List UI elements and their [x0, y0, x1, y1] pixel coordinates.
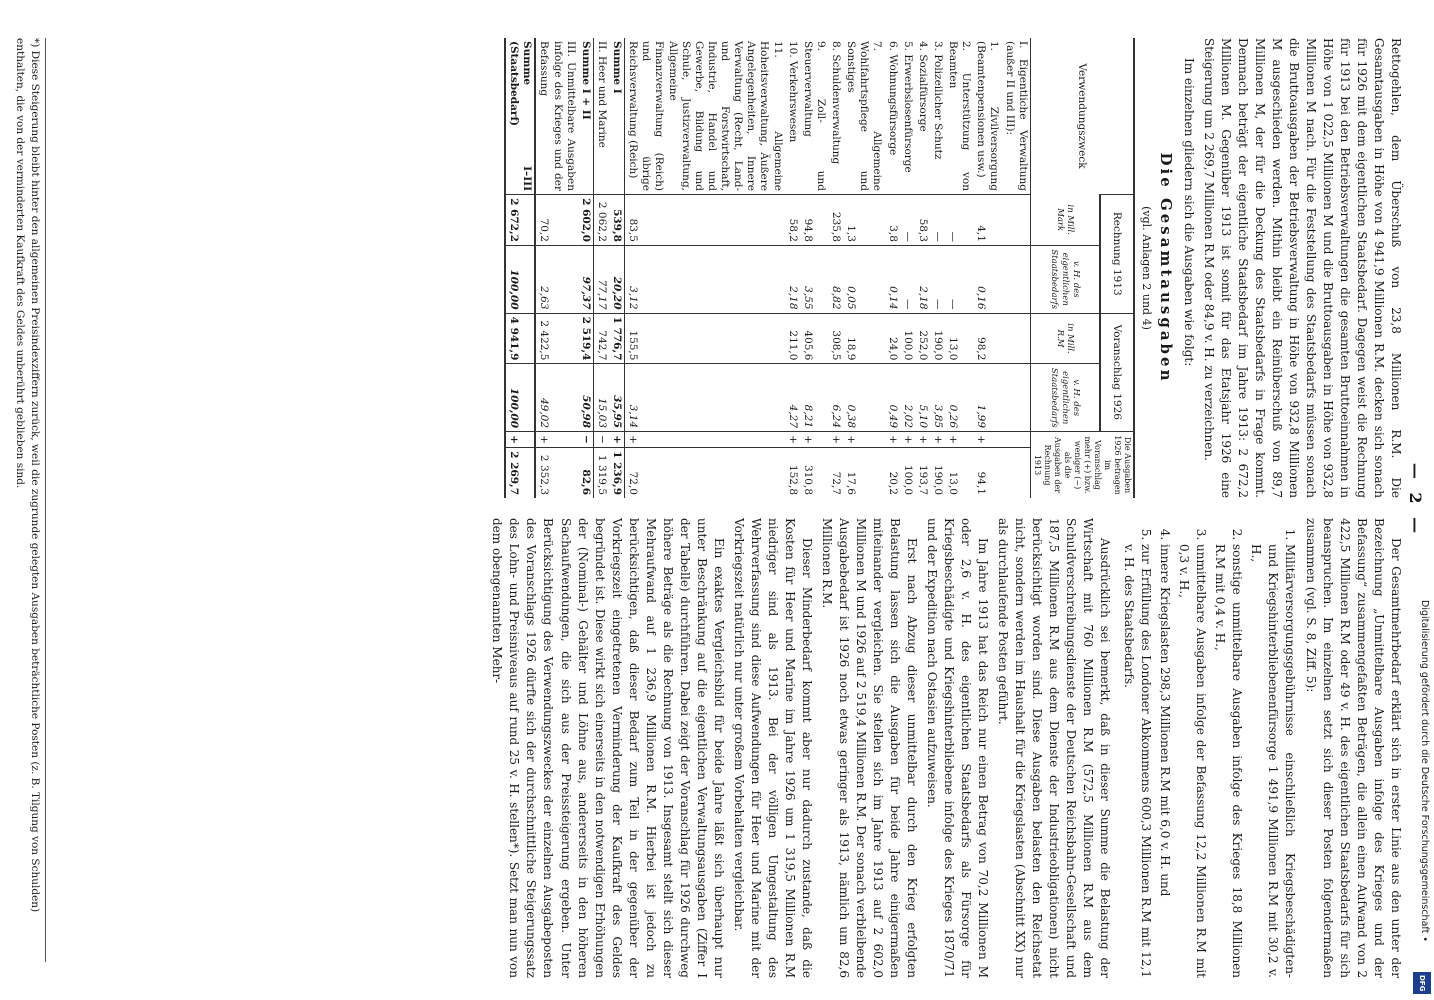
- cell-p1926: 3,85: [930, 364, 945, 432]
- cell-p1913: 100,00: [505, 245, 535, 313]
- body-paragraph: Ein exaktes Vergleichsbild für beide Jahre läßt sich überhaupt nur unter Beschränkung auf die eigentlichen Verwaltungsausgaben (Ziffer I der Tabelle) durchführen. Dabei zeigt der Voranschlag für 1926 durchweg höhere Beträge als die Rechnung von 1913. Insgesamt stellt sich dieser Mehraufwand auf 1 236,9 Millionen R.M. Hierbei ist jedoch zu berücksichtigen, daß dieser Bedarf zum Teil in der gegenüber der Vorkriegszeit eingetretenen Verminderung der Kaufkraft des Geldes begründet ist. Diese wirkt sich einerseits in den notwendigen Erhöhungen der (Nominal-) Gehälter und Löhne aus, andererseits in den höheren Sachaufwendungen, die sich aus der Preissteigerung ergeben. Unter Berücksichtigung des Verwendungszweckes der einzelnen Ausgabeposten des Voranschlags 1926 dürfte sich der durchschnittliche Steigerungssatz des Lohn- und Preisniveaus auf rund 25 v. H. stellen*). Setzt man nun von dem obengenannten Mehr-: [490, 518, 726, 978]
- cell-label: III. Unmittelbare Ausgaben infolge des Krieges und der Befassung: [538, 41, 577, 191]
- cell-diff: 310,8: [800, 447, 828, 498]
- table-row: [843, 38, 884, 498]
- cell-v1913: 4,1: [973, 195, 1001, 246]
- cell-p1926: 0,49: [884, 364, 899, 432]
- table-row: [884, 38, 899, 498]
- table-row: [828, 38, 843, 498]
- cell-sign: +: [884, 432, 899, 448]
- digitization-note: Digitalisierung gefördert durch die Deutsche Forschungsgemeinschaft •: [1419, 600, 1430, 942]
- cell-p1926: 50,98: [578, 364, 594, 432]
- cell-v1926: 2 422,5: [535, 313, 577, 364]
- cell-p1926: 2,02: [900, 364, 915, 432]
- cell-v1913: 70,2: [535, 195, 577, 246]
- cell-v1913: 3,8: [884, 195, 899, 246]
- list-item: 4. innere Kriegslasten 298,3 Millionen R.M mit 6,0 v. H. und: [1156, 544, 1173, 978]
- cell-label: Summe I + II: [578, 38, 594, 195]
- table-heading: Die Gesamtausgaben: [1156, 152, 1175, 384]
- cell-label: 4. Sozialfürsorge: [916, 41, 929, 132]
- cell-v1913: 235,8: [828, 195, 843, 246]
- cell-v1913: 539,8: [609, 195, 625, 246]
- cell-v1913: 94,8: [800, 195, 828, 246]
- cell-label: Summe I: [609, 38, 625, 195]
- cell-label: II. Heer und Marine: [595, 41, 608, 148]
- cell-diff: 2 269,7: [505, 447, 535, 498]
- cell-v1926: 308,5: [828, 313, 843, 364]
- col-header-purpose: Verwendungszweck: [1030, 38, 1134, 195]
- transition-paragraph: Im einzelnen gliedern sich die Ausgaben wie folgt:: [1181, 58, 1196, 367]
- cell-label: 6. Wohnungsfürsorge: [886, 41, 899, 156]
- cell-v1913: 2 062,2: [593, 195, 609, 246]
- cell-label: Summe I–III (Staatsbedarf): [505, 38, 535, 195]
- cell-v1926: 252,0: [915, 313, 930, 364]
- cell-diff: [1001, 447, 1030, 498]
- col-header-voranschlag-1926: Voranschlag 1926: [1100, 313, 1134, 432]
- cell-v1913: 2 602,0: [578, 195, 594, 246]
- table-row: [625, 38, 785, 498]
- cell-sign: +: [625, 432, 785, 448]
- cell-sign: +: [800, 432, 828, 448]
- cell-sign: +: [930, 432, 945, 448]
- table-row: [930, 38, 945, 498]
- cell-diff: 13,0: [945, 447, 973, 498]
- cell-p1926: 100,00: [505, 364, 535, 432]
- dfg-logo: DFG: [1413, 972, 1431, 994]
- cell-sign: +: [915, 432, 930, 448]
- cell-p1926: 5,10: [915, 364, 930, 432]
- footnote: *) Diese Steigerung bleibt hinter den allgemeinen Preisindexziffern zurück, weil die zugrunde gelegten Ausgaben beträchtliche Posten (z. B. Tilgung von Schulden) enthalten, die von der verminderten Kaufkraft des Geldes unberührt geblieben sind.: [12, 38, 46, 962]
- expenditure-table: [504, 38, 1135, 498]
- col-header-rechnung-1913: Rechnung 1913: [1100, 195, 1134, 314]
- cell-label: 7. Allgemeine Wohlfahrtspflege und Sonstiges: [845, 41, 884, 191]
- list-item: 2. sonstige unmittelbare Ausgaben infolge des Krieges 18,8 Millionen R.M mit 0,4 v. H.,: [1211, 544, 1245, 978]
- col-header-mill-mark: in Mill. Mark: [1030, 195, 1100, 246]
- cell-v1926: 100,0: [900, 313, 915, 364]
- right-intro-paragraph: Der Gesamtmehrbedarf erklärt sich in erster Linie aus den unter der Bezeichnung „Unmittelbare Ausgaben infolge des Krieges und der Befassung“ zusammengefaßten Beträgen, die allein einen Aufwand von 2 422,5 Millionen R.M oder 49 v. H. des eigentlichen Staatsbedarfs für sich beanspruchen. Im einzelnen setzt sich dieser Posten folgendermaßen zusammen (vgl. S. 8, Ziff. 5):: [1303, 518, 1403, 978]
- cell-diff: 1 236,9: [609, 447, 625, 498]
- cell-sign: −: [578, 432, 594, 448]
- cell-p1913: —: [945, 245, 973, 313]
- cell-p1913: 97,37: [578, 245, 594, 313]
- cell-diff: 2 352,3: [535, 447, 577, 498]
- cell-v1926: 211,0: [785, 313, 800, 364]
- cell-sign: +: [973, 432, 1001, 448]
- cell-p1926: 4,27: [785, 364, 800, 432]
- cell-sign: +: [828, 432, 843, 448]
- cell-v1926: 2 519,4: [578, 313, 594, 364]
- list-item: 5. zur Erfüllung des Londoner Abkommens 600,3 Millionen R.M mit 12,1 v. H. des Staatsbedarfs.: [1120, 544, 1154, 978]
- cell-p1926: 49,02: [535, 364, 577, 432]
- cell-p1913: 0,16: [973, 245, 1001, 313]
- cell-sign: +: [785, 432, 800, 448]
- cell-label: I. Eigentliche Verwaltung (außer II und III):: [1003, 41, 1029, 191]
- table-row: [535, 38, 577, 498]
- right-column: [485, 518, 1404, 978]
- cell-p1926: 8,21: [800, 364, 828, 432]
- list-item: 1. Militärversorgungsgebührnisse einschließlich Kriegsbeschädigten- und Kriegshinterbliebenenfürsorge 1 491,9 Millionen R.M mit 30,2 v. H.,: [1247, 544, 1298, 978]
- cell-v1926: [1001, 313, 1030, 364]
- cell-diff: 72,7: [828, 447, 843, 498]
- body-paragraph: Dieser Minderbedarf kommt aber nur dadurch zustande, daß die Kosten für Heer und Marine im Jahre 1926 um 1 319,5 Millionen R.M niedriger sind als 1913. Bei der völligen Umgestaltung des Wehrverfassung sind diese Aufwendungen für Heer und Marine mit der Vorkriegszeit natürlich nur unter großem Vorbehalten vergleichbar.: [731, 518, 814, 978]
- cell-p1913: —: [930, 245, 945, 313]
- table-row: [505, 38, 535, 498]
- cell-p1913: 2,18: [785, 245, 800, 313]
- col-header-change: Die Ausgaben 1926 betragen im Voranschlag mehr (+) bzw. weniger (−) als die Ausgaben der Rechnung 1913: [1030, 432, 1134, 498]
- cell-p1913: [1001, 245, 1030, 313]
- table-row: [915, 38, 930, 498]
- table-row: [973, 38, 1001, 498]
- cell-sign: [1001, 432, 1030, 448]
- cell-diff: 82,6: [578, 447, 594, 498]
- cell-p1913: 2,63: [535, 245, 577, 313]
- cell-p1926: 15,03: [593, 364, 609, 432]
- cell-label: 5. Erwerbslosenfürsorge: [901, 41, 914, 173]
- cell-diff: 17,6: [843, 447, 884, 498]
- cell-p1913: 8,82: [828, 245, 843, 313]
- cell-v1913: 58,3: [915, 195, 930, 246]
- cell-diff: 100,0: [900, 447, 915, 498]
- table-row: [1001, 38, 1030, 498]
- cell-p1913: 2,18: [915, 245, 930, 313]
- left-column: [504, 38, 1404, 498]
- cell-v1926: 24,0: [884, 313, 899, 364]
- cell-diff: 72,0: [625, 447, 785, 498]
- cell-p1913: 0,05: [843, 245, 884, 313]
- col-header-pct-1926: v. H. des eigentlichen Staatsbedarfs: [1030, 364, 1100, 432]
- cell-v1926: 742,7: [593, 313, 609, 364]
- col-header-pct-1913: v. H. des eigentlichen Staatsbedarfs: [1030, 245, 1100, 313]
- col-header-mill-rm: in Mill. R.M: [1030, 313, 1100, 364]
- cell-label: 3. Polizeilicher Schutz: [931, 41, 944, 160]
- cell-sign: +: [945, 432, 973, 448]
- expense-breakdown-list: [1120, 518, 1298, 978]
- cell-v1913: —: [930, 195, 945, 246]
- cell-p1913: —: [900, 245, 915, 313]
- cell-label: 10. Verkehrswesen: [786, 41, 799, 143]
- page-number: — 2 —: [1406, 462, 1425, 538]
- body-paragraph: Ausdrücklich sei bemerkt, daß in dieser Summe die Belastung der Wirtschaft mit 760 Millionen R.M (572,5 Millionen R.M aus dem Schuldverschreibungsdienste der Deutschen Reichsbahn-Gesellschaft und 187,5 Millionen R.M aus dem Dienste der Industrieobligationen) nicht berücksichtigt worden sind. Diese Ausgaben belasten den Reichsetat nicht, sondern werden im Haushalt für die Kriegslasten (Abschnitt XX) nur als durchlaufende Posten geführt.: [996, 518, 1113, 978]
- cell-v1926: 13,0: [945, 313, 973, 364]
- cell-p1926: 3,14: [625, 364, 785, 432]
- cell-label: 1. Zivilversorgung (Beamtenpensionen usw.): [975, 41, 1001, 191]
- cell-p1926: 35,95: [609, 364, 625, 432]
- cell-v1926: 4 941,9: [505, 313, 535, 364]
- cell-p1926: 0,38: [843, 364, 884, 432]
- cell-p1913: 20,20: [609, 245, 625, 313]
- cell-v1913: —: [945, 195, 973, 246]
- cell-v1926: 155,5: [625, 313, 785, 364]
- cell-p1913: 3,55: [800, 245, 828, 313]
- cell-sign: +: [843, 432, 884, 448]
- cell-sign: +: [505, 432, 535, 448]
- cell-p1913: 3,12: [625, 245, 785, 313]
- cell-p1913: 77,17: [593, 245, 609, 313]
- cell-label: 9. Zoll- und Steuerverwaltung: [801, 41, 827, 191]
- cell-p1926: 1,99: [973, 364, 1001, 432]
- cell-sign: +: [900, 432, 915, 448]
- intro-paragraph: Rettogehlen, dem Überschuß von 23,8 Millionen R.M. Die Gesamtausgaben in Höhe von 4 941,9 Millionen R.M. decken sich sonach für 1926 mit dem eigentlichen Staatsbedarf. Dagegen weist die Rechnung für 1913 bei den Betriebsverwaltungen die gesamten Bruttoeinnahmen in Höhe von 1 022,5 Millionen M und die Bruttoausgaben in Höhe von 932,8 Millionen M nach. Für die Feststellung des Staatsbedarfs müssen sonach die Bruttoausgaben der Betriebsverwaltung in Höhe von 932,8 Millionen M ausgeschieden werden. Mithin bleibt ein Reinüberschuß von 89,7 Millionen M, der für die Deckung des Staatsbedarfs in Frage kommt. Demnach beträgt der eigentliche Staatsbedarf im Jahre 1913: 2 672,2 Millionen M. Gegenüber 1913 ist somit für das Etatsjahr 1926 eine Steigerung um 2 269,7 Millionen R.M oder 84,9 v. H. zu verzeichnen.: [1201, 38, 1403, 498]
- cell-v1913: 1,3: [843, 195, 884, 246]
- table-row: [578, 38, 594, 498]
- cell-v1913: 2 672,2: [505, 195, 535, 246]
- list-item: 3. unmittelbare Ausgaben infolge der Befassung 12,2 Millionen R.M mit 0,3 v. H.,: [1175, 544, 1209, 978]
- cell-sign: +: [535, 432, 577, 448]
- digitization-strip: [1410, 0, 1434, 1000]
- cell-p1926: 6,24: [828, 364, 843, 432]
- cell-label: 11. Allgemeine Hoheitsverwaltung, Äußere Angelegenheiten, Innere Verwaltung (Recht, Land- und Forstwirtschaft, Industrie, Handel und Gewerbe, Bildung und Schule, Justizverwaltung, Allgemeine Finanzverwaltung (Reich) und übrige Reichsverwaltung (Reich): [627, 41, 784, 191]
- table-row: [785, 38, 800, 498]
- cell-diff: 1 319,5: [593, 447, 609, 498]
- body-paragraph: Im Jahre 1913 hat das Reich nur einen Betrag von 70,2 Millionen M oder 2,6 v. H. des eigentlichen Staatsbedarfs als Fürsorge für Kriegsbeschädigte und Kriegshinterbliebene infolge des Krieges 1870/71 und der Expedition nach Ostasien aufzuweisen.: [925, 518, 991, 978]
- table-row: [945, 38, 973, 498]
- cell-label: 8. Schuldenverwaltung: [830, 41, 843, 165]
- cell-label: 2. Unterstützung von Beamten: [947, 41, 973, 191]
- cell-p1926: 0,26: [945, 364, 973, 432]
- table-row: [900, 38, 915, 498]
- table-subheading: (vgl. Anlagen 2 und 4): [1140, 206, 1154, 330]
- cell-p1913: 0,14: [884, 245, 899, 313]
- table-row: [593, 38, 609, 498]
- cell-diff: 193,7: [915, 447, 930, 498]
- body-paragraph: Erst nach Abzug dieser unmittelbar durch den Krieg erfolgten Belastung lassen sich die Ausgaben für beide Jahre einigermaßen miteinander vergleichen. Sie stellen sich im Jahre 1913 auf 2 602,0 Millionen M und 1926 auf 2 519,4 Millionen R.M. Der sonach verbleibende Ausgabebedarf ist 1926 noch etwas geringer als 1913, nämlich um 82,6 Millionen R.M.: [820, 518, 920, 978]
- cell-p1926: [1001, 364, 1030, 432]
- cell-diff: 190,0: [930, 447, 945, 498]
- cell-v1926: 405,6: [800, 313, 828, 364]
- cell-v1926: 190,0: [930, 313, 945, 364]
- cell-v1913: —: [900, 195, 915, 246]
- cell-v1926: 98,2: [973, 313, 1001, 364]
- table-row: [800, 38, 828, 498]
- cell-sign: +: [609, 432, 625, 448]
- cell-diff: 94,1: [973, 447, 1001, 498]
- cell-v1926: 18,9: [843, 313, 884, 364]
- cell-v1913: [1001, 195, 1030, 246]
- cell-v1926: 1 776,7: [609, 313, 625, 364]
- cell-sign: −: [593, 432, 609, 448]
- cell-diff: 20,2: [884, 447, 899, 498]
- cell-v1913: 83,5: [625, 195, 785, 246]
- cell-diff: 152,8: [785, 447, 800, 498]
- cell-v1913: 58,2: [785, 195, 800, 246]
- table-body: [505, 38, 1030, 498]
- table-row: [609, 38, 625, 498]
